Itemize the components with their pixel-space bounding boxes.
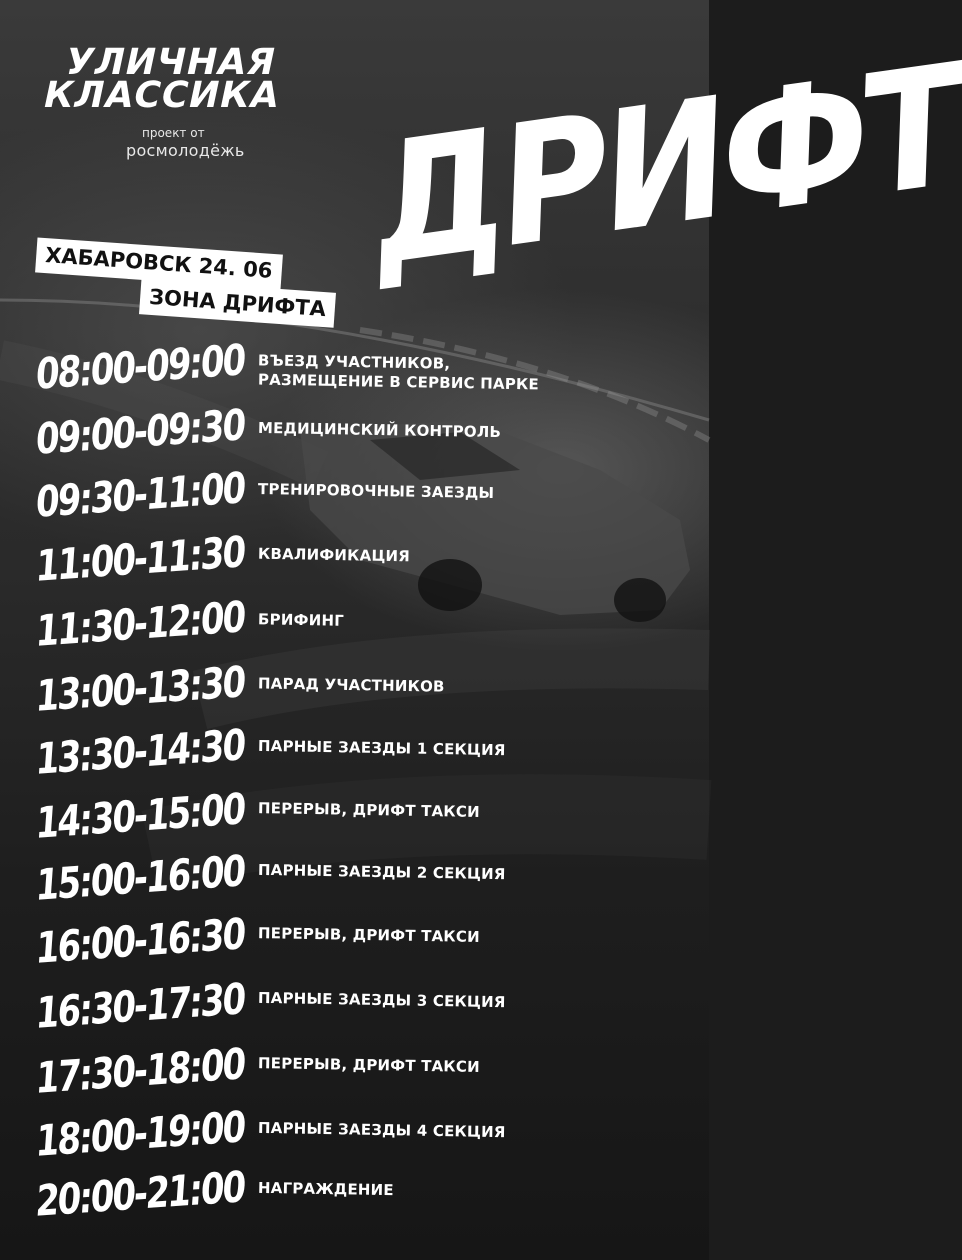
schedule-time: 13:00-13:30 <box>34 657 246 723</box>
logo-title-line1: УЛИЧНАЯ <box>61 42 280 83</box>
city-date-label: ХАБАРОВСК 24. 06 <box>35 237 282 289</box>
schedule-time: 17:30-18:00 <box>34 1039 246 1105</box>
zone-label: ЗОНА ДРИФТА <box>139 279 336 328</box>
schedule-event: ПАРНЫЕ ЗАЕЗДЫ 2 СЕКЦИЯ <box>257 860 506 884</box>
schedule-time: 11:30-12:00 <box>34 592 246 658</box>
schedule-time: 08:00-09:00 <box>34 335 246 401</box>
schedule-event-line2: РАЗМЕЩЕНИЕ В СЕРВИС ПАРКЕ <box>257 370 540 394</box>
schedule-time: 13:30-14:30 <box>34 720 246 786</box>
logo-subtitle: проект от <box>142 126 205 140</box>
schedule-time: 20:00-21:00 <box>34 1162 246 1228</box>
logo-organization: росмолодёжь <box>126 141 245 160</box>
schedule-event: ПЕРЕРЫВ, ДРИФТ ТАКСИ <box>257 1054 480 1076</box>
logo-title-line2: КЛАССИКА <box>39 75 284 116</box>
schedule-event: БРИФИНГ <box>257 610 345 630</box>
schedule-event: ПАРНЫЕ ЗАЕЗДЫ 1 СЕКЦИЯ <box>257 736 506 760</box>
schedule-time: 14:30-15:00 <box>34 784 246 850</box>
schedule-event: ПАРНЫЕ ЗАЕЗДЫ 3 СЕКЦИЯ <box>257 988 506 1012</box>
schedule-time: 11:00-11:30 <box>34 527 246 593</box>
schedule-event: ВЪЕЗД УЧАСТНИКОВ, <box>257 351 451 373</box>
schedule-event: ПАРАД УЧАСТНИКОВ <box>257 674 445 696</box>
schedule-time: 18:00-19:00 <box>34 1102 246 1168</box>
schedule-time: 15:00-16:00 <box>34 846 246 912</box>
schedule-event: МЕДИЦИНСКИЙ КОНТРОЛЬ <box>257 418 502 442</box>
schedule-event: КВАЛИФИКАЦИЯ <box>257 544 411 566</box>
schedule-event: НАГРАЖДЕНИЕ <box>257 1178 395 1200</box>
schedule-time: 16:30-17:30 <box>34 974 246 1040</box>
schedule-event: ТРЕНИРОВОЧНЫЕ ЗАЕЗДЫ <box>257 479 495 503</box>
schedule-time: 16:00-16:30 <box>34 909 246 975</box>
schedule-event: ПЕРЕРЫВ, ДРИФТ ТАКСИ <box>257 924 480 946</box>
event-title: ДРИФТ <box>370 28 962 305</box>
schedule-event: ПЕРЕРЫВ, ДРИФТ ТАКСИ <box>257 799 480 821</box>
schedule-time: 09:00-09:30 <box>34 400 246 466</box>
schedule-time: 09:30-11:00 <box>34 463 246 529</box>
schedule-event: ПАРНЫЕ ЗАЕЗДЫ 4 СЕКЦИЯ <box>257 1118 506 1142</box>
